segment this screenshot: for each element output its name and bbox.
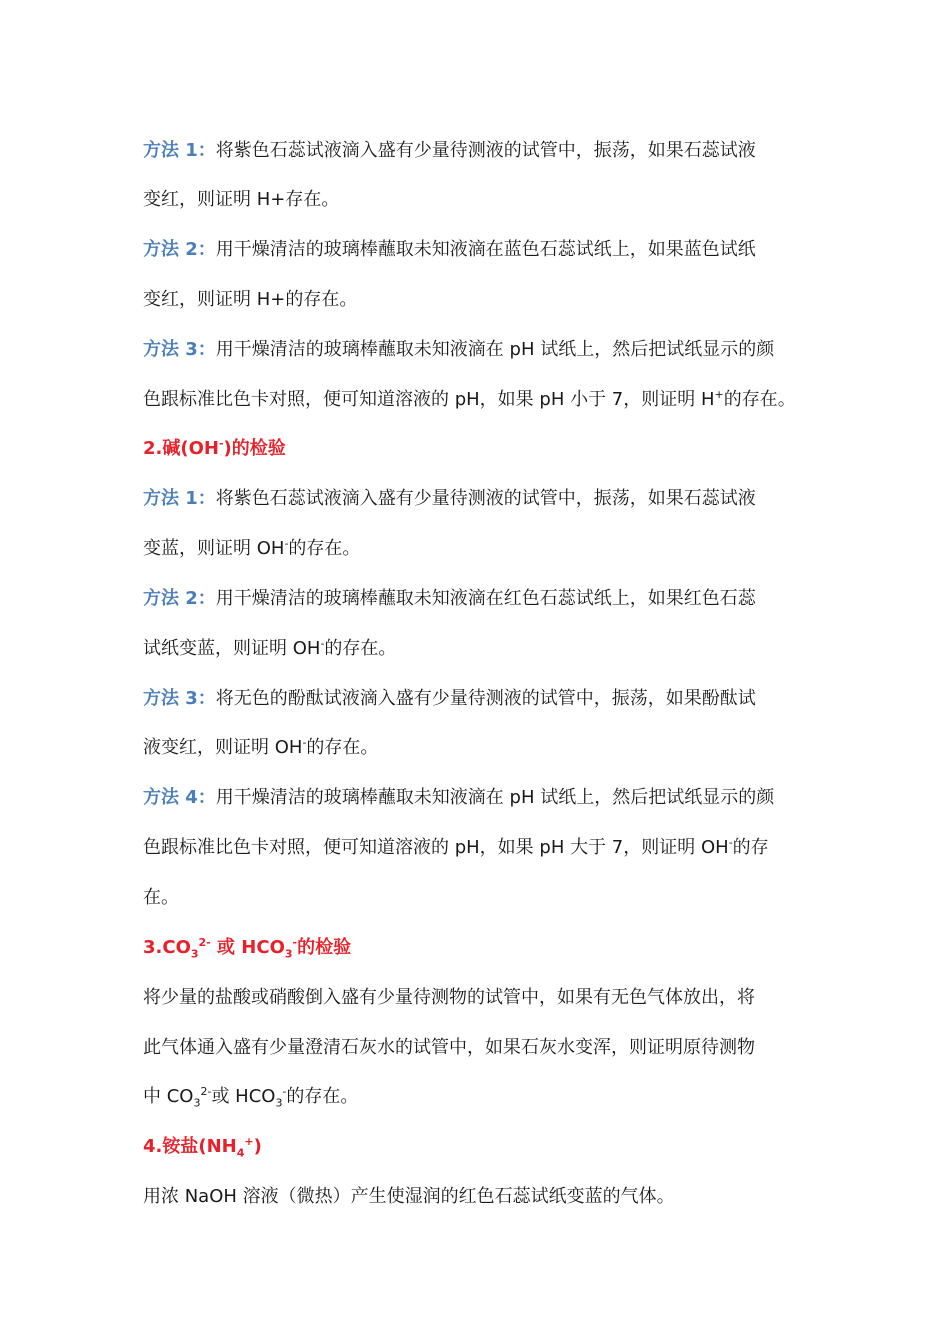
superscript: -	[728, 836, 733, 849]
method-text: 变蓝，则证明 OH	[143, 538, 285, 559]
method-text: 将无色的酚酞试液滴入盛有少量待测液的试管中，振荡，如果酚酞试	[215, 688, 756, 709]
method-text: 在。	[143, 887, 179, 908]
method-text: 将紫色石蕊试液滴入盛有少量待测液的试管中，振荡，如果石蕊试液	[215, 488, 756, 509]
body-text: 中 CO	[143, 1086, 194, 1107]
section-heading-carbonate	[143, 936, 823, 960]
acid-method-2-line-2	[143, 288, 823, 312]
method-text: 色跟标准比色卡对照，便可知道溶液的 pH，如果 pH 大于 7，则证明 OH	[143, 837, 729, 858]
acid-method-1-line-1	[143, 139, 823, 163]
superscript: 2-	[198, 936, 211, 949]
superscript: 2-	[200, 1085, 212, 1098]
subscript: 3	[193, 1096, 201, 1110]
superscript: -	[302, 736, 307, 749]
subscript: 3	[284, 947, 293, 961]
carbonate-line-1	[143, 986, 823, 1010]
method-label: 方法 1：	[143, 140, 216, 161]
base-method-1-line-2	[143, 537, 823, 561]
method-text: 用干燥清洁的玻璃棒蘸取未知液滴在红色石蕊试纸上，如果红色石蕊	[215, 588, 756, 609]
base-method-4-line-3	[143, 886, 823, 910]
superscript: +	[244, 1135, 254, 1148]
heading-text: 3.CO	[143, 937, 191, 958]
method-text: 试纸变蓝，则证明 OH	[143, 638, 321, 659]
acid-method-1-line-2	[143, 188, 823, 212]
superscript: -	[282, 1085, 287, 1098]
method-text: 用干燥清洁的玻璃棒蘸取未知液滴在蓝色石蕊试纸上，如果蓝色试纸	[215, 239, 756, 260]
carbonate-line-3	[143, 1085, 823, 1109]
body-text: 用浓 NaOH 溶液（微热）产生使湿润的红色石蕊试纸变蓝的气体。	[143, 1186, 675, 1207]
method-text: 的存在。	[723, 389, 796, 410]
acid-method-3-line-1	[143, 338, 823, 362]
subscript: 3	[190, 947, 199, 961]
base-method-2-line-1	[143, 587, 823, 611]
method-label: 方法 2：	[143, 588, 216, 609]
body-text: 或 HCO	[211, 1086, 276, 1107]
subscript: 4	[236, 1146, 245, 1160]
ammonium-line-1	[143, 1185, 823, 1209]
method-text: 的存在。	[306, 737, 379, 758]
method-text: 将紫色石蕊试液滴入盛有少量待测液的试管中，振荡，如果石蕊试液	[215, 140, 756, 161]
heading-text: )	[253, 1136, 262, 1157]
heading-text: )的检验	[223, 438, 286, 459]
superscript: +	[714, 388, 724, 401]
base-method-1-line-1	[143, 487, 823, 511]
method-label: 方法 3：	[143, 339, 216, 360]
superscript: -	[320, 637, 325, 650]
method-text: 变红，则证明 H+的存在。	[143, 289, 358, 310]
method-text: 的存	[732, 837, 769, 858]
superscript: -	[284, 537, 289, 550]
acid-method-2-line-1	[143, 238, 823, 262]
subscript: 3	[275, 1096, 283, 1110]
base-method-4-line-2	[143, 836, 823, 860]
base-method-4-line-1	[143, 786, 823, 810]
heading-text: 2.碱(OH	[143, 438, 219, 459]
method-text: 的存在。	[288, 538, 361, 559]
heading-text: 4.铵盐(NH	[143, 1136, 237, 1157]
superscript: -	[292, 936, 298, 949]
method-text: 色跟标准比色卡对照，便可知道溶液的 pH，如果 pH 小于 7，则证明 H	[143, 389, 715, 410]
superscript: -	[218, 437, 224, 450]
method-text: 的存在。	[324, 638, 397, 659]
heading-text: 的检验	[297, 937, 352, 958]
section-heading-ammonium	[143, 1135, 823, 1159]
base-method-2-line-2	[143, 637, 823, 661]
base-method-3-line-1	[143, 687, 823, 711]
acid-method-3-line-2	[143, 388, 823, 412]
method-text: 变红，则证明 H+存在。	[143, 189, 340, 210]
carbonate-line-2	[143, 1036, 823, 1060]
heading-text: 或 HCO	[210, 937, 285, 958]
method-label: 方法 4：	[143, 787, 216, 808]
body-text: 此气体通入盛有少量澄清石灰水的试管中，如果石灰水变浑，则证明原待测物	[143, 1037, 755, 1058]
body-text: 将少量的盐酸或硝酸倒入盛有少量待测物的试管中，如果有无色气体放出，将	[143, 987, 755, 1008]
method-label: 方法 1：	[143, 488, 216, 509]
method-text: 液变红，则证明 OH	[143, 737, 303, 758]
base-method-3-line-2	[143, 736, 823, 760]
method-text: 用干燥清洁的玻璃棒蘸取未知液滴在 pH 试纸上，然后把试纸显示的颜	[215, 339, 775, 360]
method-label: 方法 2：	[143, 239, 216, 260]
method-text: 用干燥清洁的玻璃棒蘸取未知液滴在 pH 试纸上，然后把试纸显示的颜	[215, 787, 775, 808]
section-heading-base	[143, 437, 823, 461]
method-label: 方法 3：	[143, 688, 216, 709]
body-text: 的存在。	[286, 1086, 359, 1107]
